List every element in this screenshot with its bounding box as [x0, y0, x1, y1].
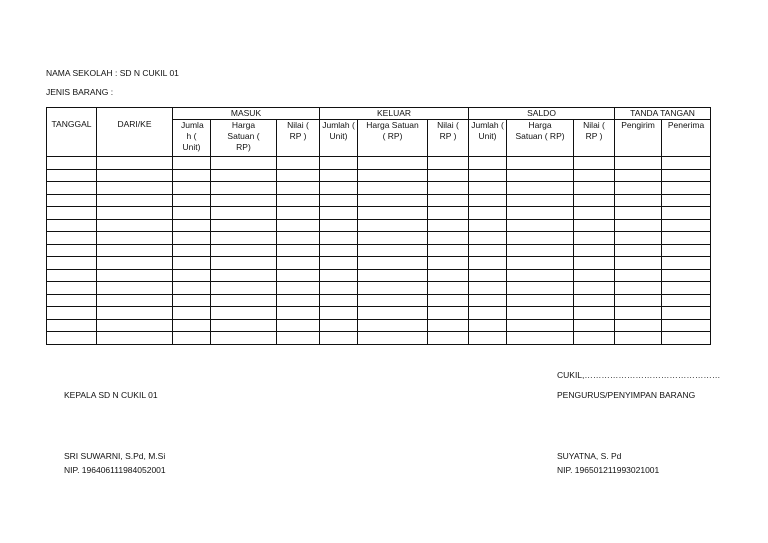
table-cell — [320, 232, 358, 245]
table-cell — [211, 194, 277, 207]
table-cell — [320, 332, 358, 345]
table-cell — [47, 257, 97, 270]
table-cell — [662, 294, 711, 307]
table-cell — [358, 232, 428, 245]
table-cell — [662, 232, 711, 245]
table-cell — [507, 194, 574, 207]
table-cell — [211, 332, 277, 345]
table-cell — [507, 332, 574, 345]
table-cell — [469, 319, 507, 332]
table-row — [47, 182, 711, 195]
table-cell — [469, 207, 507, 220]
table-cell — [507, 294, 574, 307]
table-cell — [320, 307, 358, 320]
table-cell — [320, 294, 358, 307]
table-cell — [615, 269, 662, 282]
table-cell — [615, 207, 662, 220]
table-cell — [211, 307, 277, 320]
table-cell — [574, 194, 615, 207]
table-cell — [507, 207, 574, 220]
table-cell — [574, 182, 615, 195]
table-cell — [320, 257, 358, 270]
table-cell — [211, 207, 277, 220]
table-row — [47, 269, 711, 282]
table-cell — [277, 294, 320, 307]
table-cell — [507, 182, 574, 195]
table-row — [47, 257, 711, 270]
table-cell — [97, 307, 173, 320]
table-cell — [574, 232, 615, 245]
table-cell — [277, 307, 320, 320]
table-cell — [277, 219, 320, 232]
header-keluar: KELUAR — [320, 108, 469, 120]
table-cell — [615, 294, 662, 307]
table-cell — [211, 269, 277, 282]
table-cell — [574, 157, 615, 170]
table-cell — [277, 269, 320, 282]
table-cell — [574, 207, 615, 220]
table-cell — [47, 169, 97, 182]
table-cell — [615, 182, 662, 195]
right-signer-nip: NIP. 196501211993021001 — [557, 465, 660, 475]
table-cell — [469, 157, 507, 170]
table-cell — [97, 319, 173, 332]
table-cell — [211, 232, 277, 245]
table-cell — [173, 157, 211, 170]
table-cell — [277, 207, 320, 220]
header-masuk: MASUK — [173, 108, 320, 120]
table-cell — [428, 157, 469, 170]
right-signer-title: PENGURUS/PENYIMPAN BARANG — [557, 390, 696, 400]
table-cell — [358, 257, 428, 270]
table-cell — [358, 282, 428, 295]
table-cell — [173, 294, 211, 307]
keluar-nilai-header: Nilai ( RP ) — [428, 120, 469, 157]
table-cell — [358, 319, 428, 332]
table-cell — [277, 169, 320, 182]
header-dari-ke: DARI/KE — [97, 108, 173, 157]
table-row — [47, 307, 711, 320]
table-cell — [277, 157, 320, 170]
table-cell — [469, 332, 507, 345]
table-row — [47, 157, 711, 170]
table-cell — [428, 182, 469, 195]
table-cell — [507, 319, 574, 332]
table-cell — [469, 244, 507, 257]
table-cell — [615, 219, 662, 232]
table-cell — [173, 169, 211, 182]
table-cell — [173, 232, 211, 245]
penerima-header: Penerima — [662, 120, 711, 157]
table-cell — [173, 194, 211, 207]
saldo-nilai-header: Nilai ( RP ) — [574, 120, 615, 157]
table-cell — [320, 157, 358, 170]
table-cell — [358, 157, 428, 170]
table-cell — [173, 207, 211, 220]
header-saldo: SALDO — [469, 108, 615, 120]
item-type-label: JENIS BARANG : — [46, 87, 114, 97]
table-cell — [662, 244, 711, 257]
table-cell — [47, 269, 97, 282]
table-cell — [173, 307, 211, 320]
table-cell — [615, 257, 662, 270]
table-cell — [97, 194, 173, 207]
table-cell — [47, 182, 97, 195]
table-cell — [97, 257, 173, 270]
table-cell — [428, 282, 469, 295]
table-cell — [320, 219, 358, 232]
table-cell — [320, 319, 358, 332]
table-cell — [277, 332, 320, 345]
table-cell — [358, 182, 428, 195]
table-cell — [507, 157, 574, 170]
masuk-nilai-header: Nilai ( RP ) — [277, 120, 320, 157]
table-cell — [320, 269, 358, 282]
table-cell — [662, 182, 711, 195]
table-cell — [574, 294, 615, 307]
table-cell — [615, 332, 662, 345]
table-cell — [358, 207, 428, 220]
table-row — [47, 219, 711, 232]
school-name-label: NAMA SEKOLAH : SD N CUKIL 01 — [46, 68, 179, 78]
left-signer-title: KEPALA SD N CUKIL 01 — [64, 390, 158, 400]
table-row — [47, 207, 711, 220]
table-cell — [47, 219, 97, 232]
table-cell — [320, 194, 358, 207]
table-cell — [662, 282, 711, 295]
table-cell — [358, 332, 428, 345]
right-signer-name: SUYATNA, S. Pd — [557, 451, 622, 461]
table-cell — [615, 282, 662, 295]
table-cell — [469, 282, 507, 295]
table-cell — [277, 194, 320, 207]
table-cell — [428, 207, 469, 220]
table-cell — [507, 282, 574, 295]
table-cell — [211, 319, 277, 332]
table-cell — [428, 169, 469, 182]
table-cell — [173, 182, 211, 195]
table-cell — [662, 307, 711, 320]
table-row — [47, 294, 711, 307]
table-cell — [574, 332, 615, 345]
table-cell — [97, 282, 173, 295]
table-cell — [358, 294, 428, 307]
table-cell — [173, 319, 211, 332]
table-cell — [428, 194, 469, 207]
table-cell — [469, 294, 507, 307]
table-row — [47, 232, 711, 245]
header-tanda-tangan: TANDA TANGAN — [615, 108, 711, 120]
table-cell — [97, 294, 173, 307]
table-cell — [211, 219, 277, 232]
table-cell — [47, 332, 97, 345]
table-cell — [428, 257, 469, 270]
table-row — [47, 319, 711, 332]
keluar-jumlah-header: Jumlah ( Unit) — [320, 120, 358, 157]
table-row — [47, 244, 711, 257]
table-cell — [47, 207, 97, 220]
table-cell — [428, 232, 469, 245]
table-cell — [662, 194, 711, 207]
table-cell — [211, 257, 277, 270]
table-cell — [173, 219, 211, 232]
table-cell — [574, 319, 615, 332]
table-cell — [47, 194, 97, 207]
table-cell — [507, 244, 574, 257]
table-cell — [469, 307, 507, 320]
table-cell — [173, 257, 211, 270]
table-cell — [358, 169, 428, 182]
masuk-harga-header: Harga Satuan ( RP) — [211, 120, 277, 157]
table-cell — [97, 244, 173, 257]
table-cell — [662, 207, 711, 220]
table-cell — [507, 232, 574, 245]
table-cell — [662, 269, 711, 282]
table-cell — [211, 282, 277, 295]
left-signer-name: SRI SUWARNI, S.Pd, M.Si — [64, 451, 166, 461]
table-cell — [47, 157, 97, 170]
table-cell — [615, 194, 662, 207]
place-date-line: CUKIL,………………………………………… — [557, 370, 721, 380]
table-cell — [507, 219, 574, 232]
table-cell — [320, 282, 358, 295]
table-cell — [574, 219, 615, 232]
table-cell — [47, 319, 97, 332]
table-cell — [469, 232, 507, 245]
table-cell — [47, 232, 97, 245]
table-row — [47, 332, 711, 345]
table-cell — [173, 332, 211, 345]
table-cell — [662, 257, 711, 270]
table-cell — [428, 269, 469, 282]
table-cell — [211, 294, 277, 307]
table-cell — [320, 169, 358, 182]
table-row — [47, 169, 711, 182]
table-cell — [277, 282, 320, 295]
table-cell — [574, 169, 615, 182]
table-cell — [320, 182, 358, 195]
table-cell — [428, 219, 469, 232]
table-cell — [173, 244, 211, 257]
inventory-table — [46, 107, 711, 345]
table-row — [47, 282, 711, 295]
table-cell — [574, 307, 615, 320]
table-cell — [211, 182, 277, 195]
table-cell — [358, 244, 428, 257]
table-cell — [358, 269, 428, 282]
table-cell — [574, 257, 615, 270]
table-cell — [615, 169, 662, 182]
table-cell — [662, 157, 711, 170]
table-cell — [615, 307, 662, 320]
table-cell — [469, 182, 507, 195]
table-cell — [574, 244, 615, 257]
keluar-harga-header: Harga Satuan ( RP) — [358, 120, 428, 157]
table-cell — [320, 244, 358, 257]
table-cell — [97, 182, 173, 195]
table-cell — [662, 169, 711, 182]
table-cell — [469, 169, 507, 182]
table-cell — [277, 257, 320, 270]
table-row — [47, 194, 711, 207]
table-cell — [358, 194, 428, 207]
table-cell — [97, 219, 173, 232]
table-cell — [507, 269, 574, 282]
table-cell — [211, 169, 277, 182]
table-cell — [469, 269, 507, 282]
table-cell — [574, 269, 615, 282]
table-cell — [47, 244, 97, 257]
table-cell — [615, 232, 662, 245]
table-cell — [47, 294, 97, 307]
table-cell — [428, 319, 469, 332]
table-cell — [97, 169, 173, 182]
table-cell — [97, 332, 173, 345]
table-cell — [615, 244, 662, 257]
table-cell — [277, 319, 320, 332]
table-cell — [662, 332, 711, 345]
table-cell — [507, 257, 574, 270]
table-cell — [428, 332, 469, 345]
table-cell — [428, 244, 469, 257]
table-cell — [469, 194, 507, 207]
table-cell — [358, 219, 428, 232]
masuk-jumlah-header: Jumla h ( Unit) — [173, 120, 211, 157]
table-cell — [615, 319, 662, 332]
table-cell — [428, 294, 469, 307]
table-cell — [358, 307, 428, 320]
table-cell — [469, 219, 507, 232]
saldo-jumlah-header: Jumlah ( Unit) — [469, 120, 507, 157]
table-cell — [97, 269, 173, 282]
table-cell — [277, 182, 320, 195]
table-cell — [662, 319, 711, 332]
table-cell — [97, 157, 173, 170]
table-cell — [574, 282, 615, 295]
table-cell — [97, 207, 173, 220]
table-cell — [507, 169, 574, 182]
table-cell — [428, 307, 469, 320]
left-signer-nip: NIP. 196406111984052001 — [64, 465, 166, 475]
table-cell — [211, 244, 277, 257]
table-cell — [277, 244, 320, 257]
table-cell — [507, 307, 574, 320]
table-cell — [47, 282, 97, 295]
header-tanggal: TANGGAL — [47, 108, 97, 157]
table-cell — [97, 232, 173, 245]
table-cell — [173, 282, 211, 295]
table-cell — [469, 257, 507, 270]
table-cell — [173, 269, 211, 282]
table-cell — [615, 157, 662, 170]
table-cell — [277, 232, 320, 245]
table-cell — [211, 157, 277, 170]
table-cell — [662, 219, 711, 232]
table-cell — [320, 207, 358, 220]
saldo-harga-header: Harga Satuan ( RP) — [507, 120, 574, 157]
pengirim-header: Pengirim — [615, 120, 662, 157]
table-cell — [47, 307, 97, 320]
